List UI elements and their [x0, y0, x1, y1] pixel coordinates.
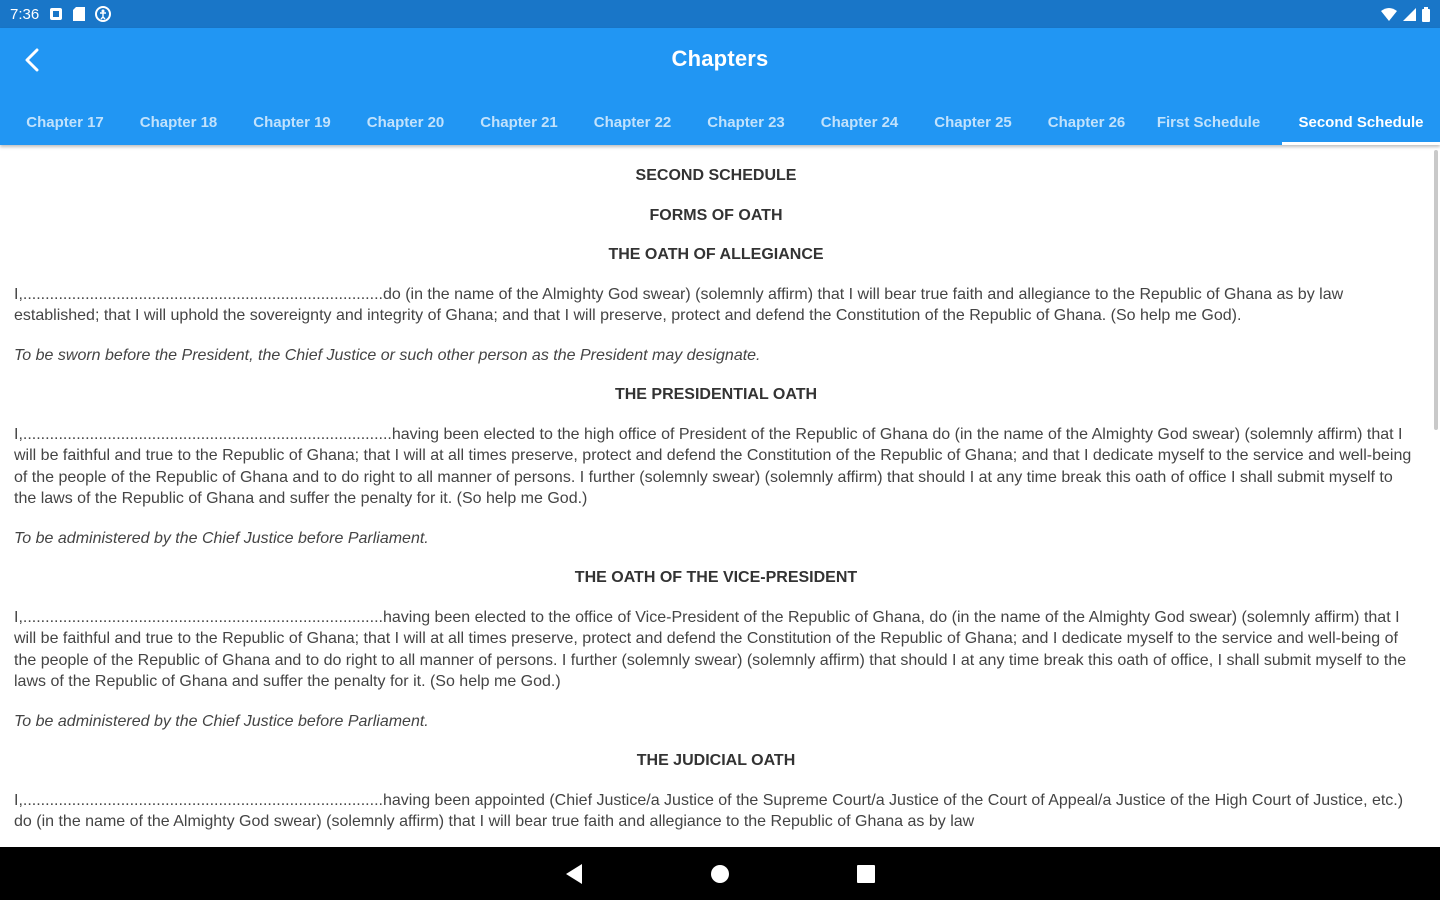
- page-title: Chapters: [671, 46, 769, 71]
- tab-chapter-25[interactable]: Chapter 25: [934, 114, 1012, 131]
- notification-icon: [49, 7, 63, 21]
- tab-chapter-17[interactable]: Chapter 17: [26, 114, 104, 131]
- wifi-icon: [1381, 8, 1397, 21]
- section-note: To be sworn before the President, the Chief Justice or such other person as the President may designate.: [14, 346, 761, 364]
- nav-recents-button[interactable]: [848, 856, 884, 892]
- sd-card-icon: [73, 7, 85, 21]
- tab-chapter-23[interactable]: Chapter 23: [707, 114, 785, 131]
- tab-first-schedule[interactable]: First Schedule: [1156, 114, 1261, 131]
- tab-chapter-26[interactable]: Chapter 26: [1047, 114, 1126, 131]
- section-title: THE JUDICIAL OATH: [636, 752, 796, 769]
- back-triangle-icon: [564, 863, 584, 885]
- forms-heading: FORMS OF OATH: [649, 206, 783, 224]
- section-title: THE OATH OF THE VICE-PRESIDENT: [574, 569, 858, 586]
- tab-chapter-21[interactable]: Chapter 21: [480, 114, 558, 131]
- schedule-heading: SECOND SCHEDULE: [635, 167, 797, 184]
- section-text: I,.................................................................................having been elected to the office of Vice-President of the Republic of Ghana, do (in the name of the Almighty God swear) (solemnly affirm) that I will be faithful and true to the Republic of Ghana; that I will at all times preserve, protect and defend the Constitution of the Republic of Ghana; and I dedicate myself to the service and well-being of the people of the Republic of Ghana and to do right to all manner of persons. I further (solemnly swear) (solemnly affirm) that should I at any time break this oath of office, I shall submit myself to the laws of the Republic of Ghana and suffer the penalty for it. (So help me God.): [14, 608, 1407, 690]
- section-title: THE OATH OF ALLEGIANCE: [608, 246, 824, 263]
- status-time: 7:36: [10, 5, 40, 23]
- section-note: To be administered by the Chief Justice before Parliament.: [14, 529, 429, 547]
- tab-chapter-24[interactable]: Chapter 24: [820, 114, 899, 131]
- accessibility-icon: [95, 6, 111, 22]
- nav-home-button[interactable]: [702, 856, 738, 892]
- section-text: I,.................................................................................having been appointed (Chief Justice/a Justice of the Supreme Court/a Justice of the Court of Appeal/a Justice of the High Court of Justice, etc.) do (in the name of the Almighty God swear) (solemnly affirm) that I will bear true faith and allegiance to the Republic of Ghana as by law: [14, 791, 1404, 830]
- tab-chapter-19[interactable]: Chapter 19: [253, 114, 331, 131]
- tab-second-schedule[interactable]: Second Schedule: [1282, 100, 1440, 145]
- chapter-tabs: [0, 100, 1440, 145]
- status-bar: [0, 0, 1440, 28]
- content-scrollbar[interactable]: [1434, 150, 1438, 430]
- battery-icon: [1422, 7, 1430, 22]
- section-title: THE PRESIDENTIAL OATH: [614, 386, 818, 403]
- tab-chapter-18[interactable]: Chapter 18: [139, 114, 218, 131]
- nav-back-button[interactable]: [556, 856, 592, 892]
- document-content: [0, 145, 1440, 847]
- status-right: [1381, 7, 1430, 22]
- tab-chapter-22[interactable]: Chapter 22: [593, 114, 672, 131]
- section-text: I,.................................................................................do (in the name of the Almighty God swear) (solemnly affirm) that I will bear true faith and allegiance to the Republic of Ghana as by law established; that I will uphold the sovereignty and integrity of Ghana; and that I will preserve, protect and defend the Constitution of the Republic of Ghana. (So help me God).: [14, 285, 1344, 324]
- recents-square-icon: [857, 865, 875, 883]
- status-left: [10, 6, 111, 23]
- cell-signal-icon: [1403, 8, 1416, 21]
- section-text: I,...................................................................................having been elected to the high office of President of the Republic of Ghana do (in the name of the Almighty God swear) (solemnly affirm) that I will be faithful and true to the Republic of Ghana; that I will at all times preserve, protect and defend the Constitution of the Republic of Ghana; and that I dedicate myself to the service and well-being of the people of the Republic of Ghana and to do right to all manner of persons. I further (solemnly swear) (solemnly affirm) that should I at any time break this oath of office I shall submit myself to the laws of the Republic of Ghana and suffer the penalty for it. (So help me God.): [14, 425, 1412, 507]
- home-circle-icon: [710, 864, 730, 884]
- section-note: To be administered by the Chief Justice before Parliament.: [14, 712, 429, 730]
- system-nav-bar: [0, 847, 1440, 900]
- tab-chapter-20[interactable]: Chapter 20: [366, 114, 445, 131]
- app-bar: [0, 28, 1440, 145]
